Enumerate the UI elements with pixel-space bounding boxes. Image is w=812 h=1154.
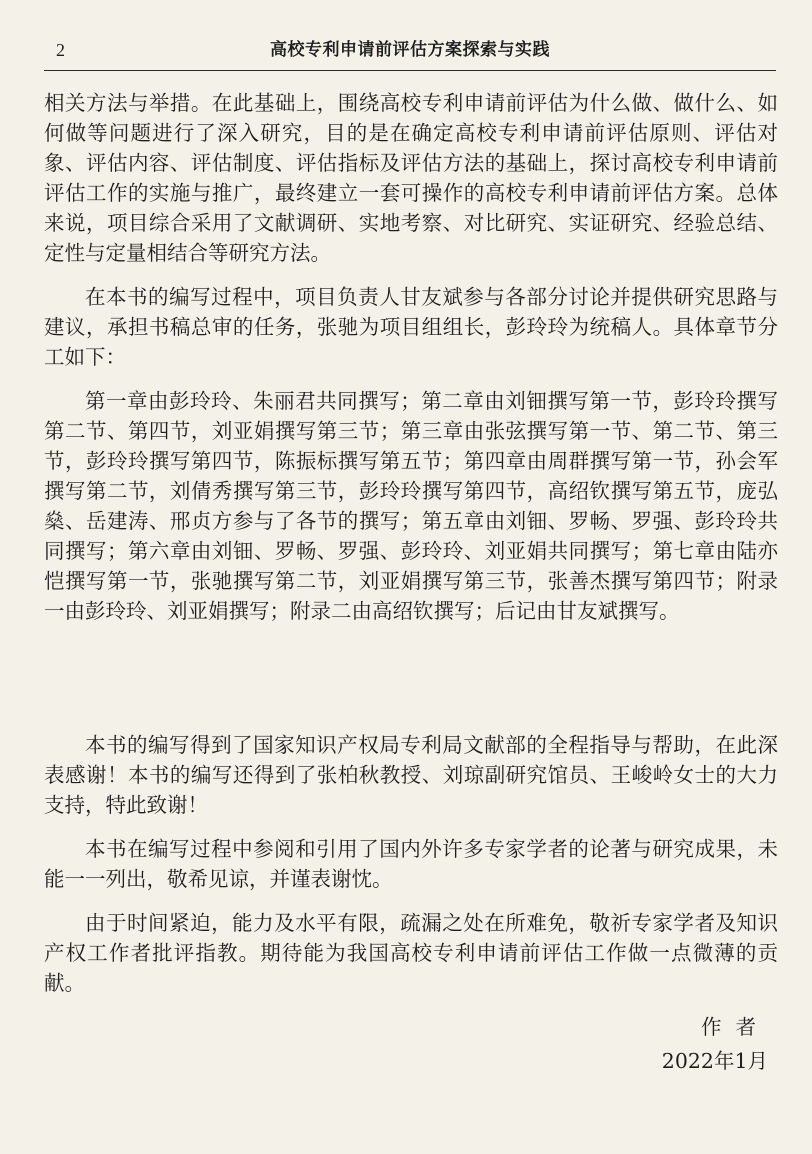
paragraph-closing: 由于时间紧迫，能力及水平有限，疏漏之处在所难免，敬祈专家学者及知识产权工作者批评指教。期待能为我国高校专利申请前评估工作做一点微薄的贡献。	[44, 911, 778, 995]
paragraph-team: 在本书的编写过程中，项目负责人甘友斌参与各部分讨论并提供研究思路与建议，承担书稿总审的任务，张驰为项目组组长，彭玲玲为统稿人。具体章节分工如下：	[44, 285, 778, 369]
body-text	[44, 88, 778, 998]
running-title: 高校专利申请前评估方案探索与实践	[270, 40, 550, 60]
paragraph-acknowledgement: 本书的编写得到了国家知识产权局专利局文献部的全程指导与帮助，在此深表感谢！本书的编写还得到了张柏秋教授、刘琼副研究馆员、王峻岭女士的大力支持，特此致谢！	[44, 733, 778, 817]
signature-block	[636, 1012, 770, 1042]
signature-date: 2022年1月	[661, 1049, 768, 1073]
page-number: 2	[56, 40, 65, 60]
author-signature: 作者	[701, 1015, 770, 1039]
page-header	[44, 38, 776, 71]
paragraph-references: 本书在编写过程中参阅和引用了国内外许多专家学者的论著与研究成果，未能一一列出，敬希见谅，并谨表谢忱。	[44, 837, 778, 891]
paragraph-methods: 相关方法与举措。在此基础上，围绕高校专利申请前评估为什么做、做什么、如何做等问题进行了深入研究，目的是在确定高校专利申请前评估原则、评估对象、评估内容、评估制度、评估指标及评估方法的基础上，探讨高校专利申请前评估工作的实施与推广，最终建立一套可操作的高校专利申请前评估方案。总体来说，项目综合采用了文献调研、实地考察、对比研究、实证研究、经验总结、定性与定量相结合等研究方法。	[44, 91, 778, 265]
paragraph-chapter-assignments: 第一章由彭玲玲、朱丽君共同撰写；第二章由刘钿撰写第一节，彭玲玲撰写第二节、第四节，刘亚娟撰写第三节；第三章由张弦撰写第一节、第二节、第三节，彭玲玲撰写第四节，陈振标撰写第五节；第四章由周群撰写第一节，孙会军撰写第二节，刘倩秀撰写第三节，彭玲玲撰写第四节，高绍钦撰写第五节，庞弘燊、岳建涛、邢贞方参与了各节的撰写；第五章由刘钿、罗畅、罗强、彭玲玲共同撰写；第六章由刘钿、罗畅、罗强、彭玲玲、刘亚娟共同撰写；第七章由陆亦恺撰写第一节，张驰撰写第二节，刘亚娟撰写第三节，张善杰撰写第四节；附录一由彭玲玲、刘亚娟撰写；附录二由高绍钦撰写；后记由甘友斌撰写。	[44, 389, 778, 623]
